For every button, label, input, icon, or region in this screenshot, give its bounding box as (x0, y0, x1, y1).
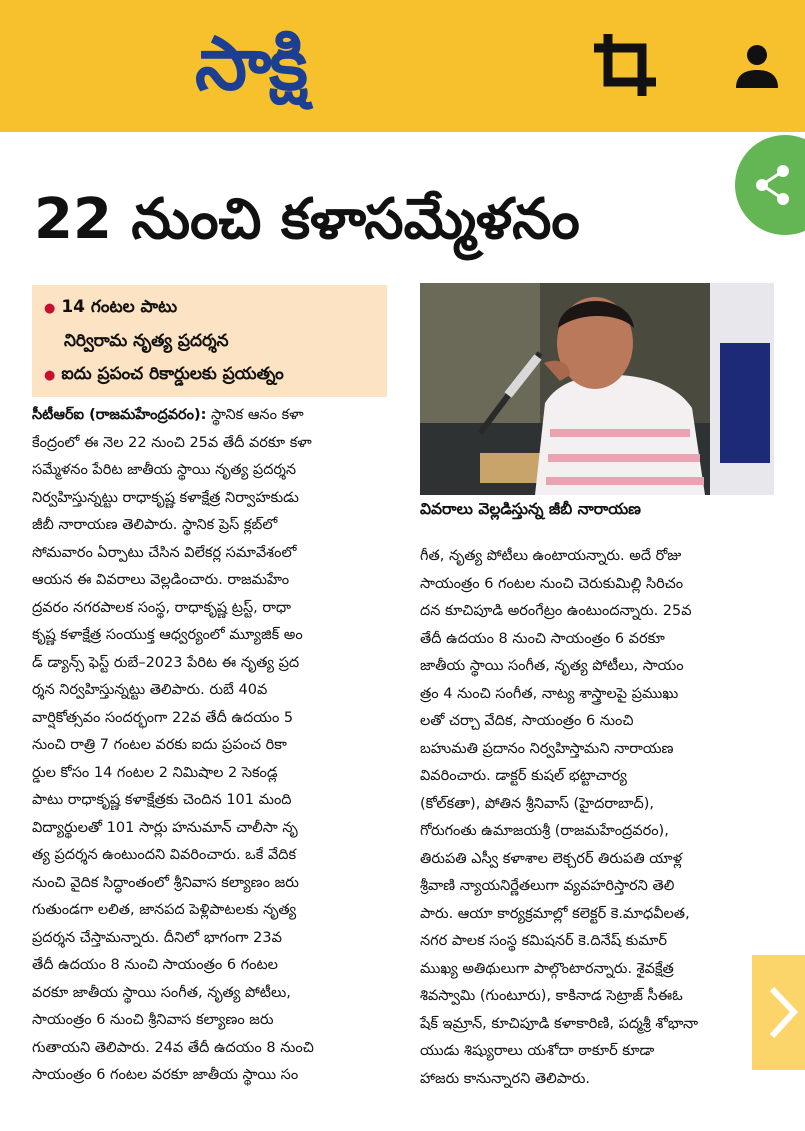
text-line: హాజరు కానున్నారని తెలిపారు. (420, 1070, 590, 1087)
text-line: తేదీ ఉదయం 8 నుంచి సాయంత్రం 6 గంటల (32, 957, 278, 973)
text-line: పారు. ఆయా కార్యక్రమాల్లో కలెక్టర్ కె.మాధవీలత, (420, 905, 690, 922)
text-line: విద్యార్థులతో 101 సార్లు హనుమాన్ చాలీసా నృ (32, 819, 298, 836)
text-line: సాయంత్రం 6 నుంచి శ్రీనివాస కల్యాణం జరు (32, 1012, 274, 1028)
text-line: సోమవారం ఏర్పాటు చేసిన విలేకర్ల సమావేశంలో (32, 544, 297, 561)
next-page-button[interactable] (752, 955, 805, 1070)
user-icon[interactable] (733, 42, 781, 90)
text-line: నగర పాలక సంస్థ కమిషనర్ కె.దినేష్ కుమార్ (420, 933, 667, 949)
bullet-icon: ● (44, 368, 56, 383)
text-line: డ్ డ్యాన్స్ ఫెస్ట్ రుబే–2023 పేరిట ఈ నృత్య ప్రద (32, 654, 300, 671)
text-line: తేదీ ఉదయం 8 నుంచి సాయంత్రం 6 వరకూ (420, 630, 665, 647)
text-line: శివస్వామి (గుంటూరు), కాకినాడ సెట్రాజ్ సీఈఓ (420, 988, 683, 1004)
text-line: ముఖ్య అతిథులుగా పాల్గొంటారన్నారు. శైవక్షేత్ర (420, 960, 674, 977)
text-line: లతో చర్చా వేదిక, సాయంత్రం 6 నుంచి (420, 713, 634, 729)
article-column-right (420, 543, 774, 1093)
text-line: గుతాయని తెలిపారు. 24వ తేదీ ఉదయం 8 నుంచి (32, 1039, 314, 1056)
dateline: సీటీఆర్‌ఐ (రాజమహేంద్రవరం): (32, 407, 207, 423)
article-headline: 22 నుంచి కళాసమ్మేళనం (34, 187, 580, 252)
text-line: నుంచి వైదిక సిద్ధాంతంలో శ్రీనివాస కల్యాణం జరు (32, 874, 299, 891)
text-line: వివరించారు. డాక్టర్ కుషల్ భట్టాచార్య (420, 768, 627, 784)
text-line: గోరుగంతు ఉమాజయశ్రీ (రాజమహేంద్రవరం), (420, 823, 669, 839)
text-line: సాయంత్రం 6 గంటల వరకూ జాతీయ స్థాయి సం (32, 1067, 299, 1083)
app-header (0, 0, 805, 132)
text-line: జీబీ నారాయణ తెలిపారు. స్థానిక ప్రెస్ క్లబ్‌లో (32, 517, 278, 533)
text-line: ప్రదర్శన చేస్తామన్నారు. దీనిలో భాగంగా 23వ (32, 929, 282, 946)
text-line: త్రం 4 నుంచి సంగీత, నాట్య శాస్త్రాలపై ప్రముఖు (420, 685, 679, 702)
text-line: కృష్ణ కళాక్షేత్ర సంయుక్త ఆధ్వర్యంలో మ్యూజిక్ అం (32, 627, 303, 643)
highlight-item: ● ఐదు ప్రపంచ రికార్డులకు ప్రయత్నం (44, 364, 284, 384)
text-line: సీటీఆర్‌ఐ (రాజమహేంద్రవరం): స్థానిక ఆనం కళా (32, 407, 304, 423)
text-line: జాతీయ స్థాయి సంగీత, నృత్య పోటీలు, సాయం (420, 658, 684, 674)
text-line: తిరుపతి ఎస్వీ కళాశాల లెక్చరర్ తిరుపతి యాళ్ల (420, 850, 683, 867)
text-line: గుతుండగా లలిత, జానపద పెళ్లిపాటలకు నృత్య (32, 902, 297, 918)
highlight-item: నిర్విరామ నృత్య ప్రదర్శన (64, 331, 229, 351)
text-line: ద్రవరం నగరపాలక సంస్థ, రాధాకృష్ణ ట్రస్ట్, రాధా (32, 599, 292, 616)
sakshi-logo[interactable]: సాక్షి (195, 21, 306, 107)
chevron-right-icon (768, 985, 798, 1040)
text-line: సమ్మేళనం పేరిట జాతీయ స్థాయి నృత్య ప్రదర్శన (32, 462, 297, 478)
text-line: నుంచి రాత్రి 7 గంటల వరకు ఐదు ప్రపంచ రికా (32, 737, 287, 753)
text-line: ర్శన నిర్వహిస్తున్నట్టు తెలిపారు. రుబే 40వ (32, 682, 268, 698)
crop-icon[interactable] (590, 30, 660, 100)
highlight-item: ● 14 గంటల పాటు (44, 297, 178, 317)
article-column-left (32, 402, 392, 1090)
text-line: కేంద్రంలో ఈ నెల 22 నుంచి 25వ తేదీ వరకూ కళా (32, 434, 312, 451)
highlights-box (32, 285, 387, 397)
text-line: ఆయన ఈ వివరాలు వెల్లడించారు. రాజమహేం (32, 572, 290, 588)
text-line: యుడు శిష్యురాలు యశోదా ఠాకూర్ కూడా (420, 1043, 655, 1059)
text-line: నిర్వహిస్తున్నట్టు రాధాకృష్ణ కళాక్షేత్ర నిర్వాహకుడు (32, 489, 299, 506)
text-line: వరకూ జాతీయ స్థాయి సంగీత, నృత్య పోటీలు, (32, 984, 291, 1001)
text-line: వార్షికోత్సవం సందర్భంగా 22వ తేదీ ఉదయం 5 (32, 709, 294, 726)
bullet-icon: ● (44, 301, 56, 316)
text-line: గీత, నృత్య పోటీలు ఉంటాయన్నారు. అదే రోజు (420, 548, 682, 564)
text-line: షేక్ ఇమ్రాన్, కూచిపూడి కళాకారిణి, పద్మశ్రీ శోభానా (420, 1015, 699, 1032)
text-line: దన కూచిపూడి అరంగేట్రం ఉంటుందన్నారు. 25వ (420, 603, 692, 619)
text-line: పాటు రాధాకృష్ణ కళాక్షేత్రకు చెందిన 101 మంది (32, 792, 292, 808)
text-line: బహుమతి ప్రదానం నిర్వహిస్తామని నారాయణ (420, 740, 674, 757)
text-line: ర్డుల కోసం 14 గంటల 2 నిమిషాల 2 సెకండ్ల (32, 764, 278, 781)
article-photo (420, 283, 774, 495)
text-line: త్య ప్రదర్శన ఉంటుందని వివరించారు. ఒకే వేదిక (32, 847, 297, 863)
text-line: (కోల్‌కతా), పోతిన శ్రీనివాస్ (హైదరాబాద్), (420, 795, 654, 812)
photo-caption: వివరాలు వెల్లడిస్తున్న జీబీ నారాయణ (420, 500, 641, 518)
text-line: సాయంత్రం 6 గంటల నుంచి చెరుకుమిల్లి సిరిచం (420, 575, 684, 592)
text-line: శ్రీవాణి న్యాయనిర్ణేతలుగా వ్యవహరిస్తారని తెలి (420, 878, 675, 894)
